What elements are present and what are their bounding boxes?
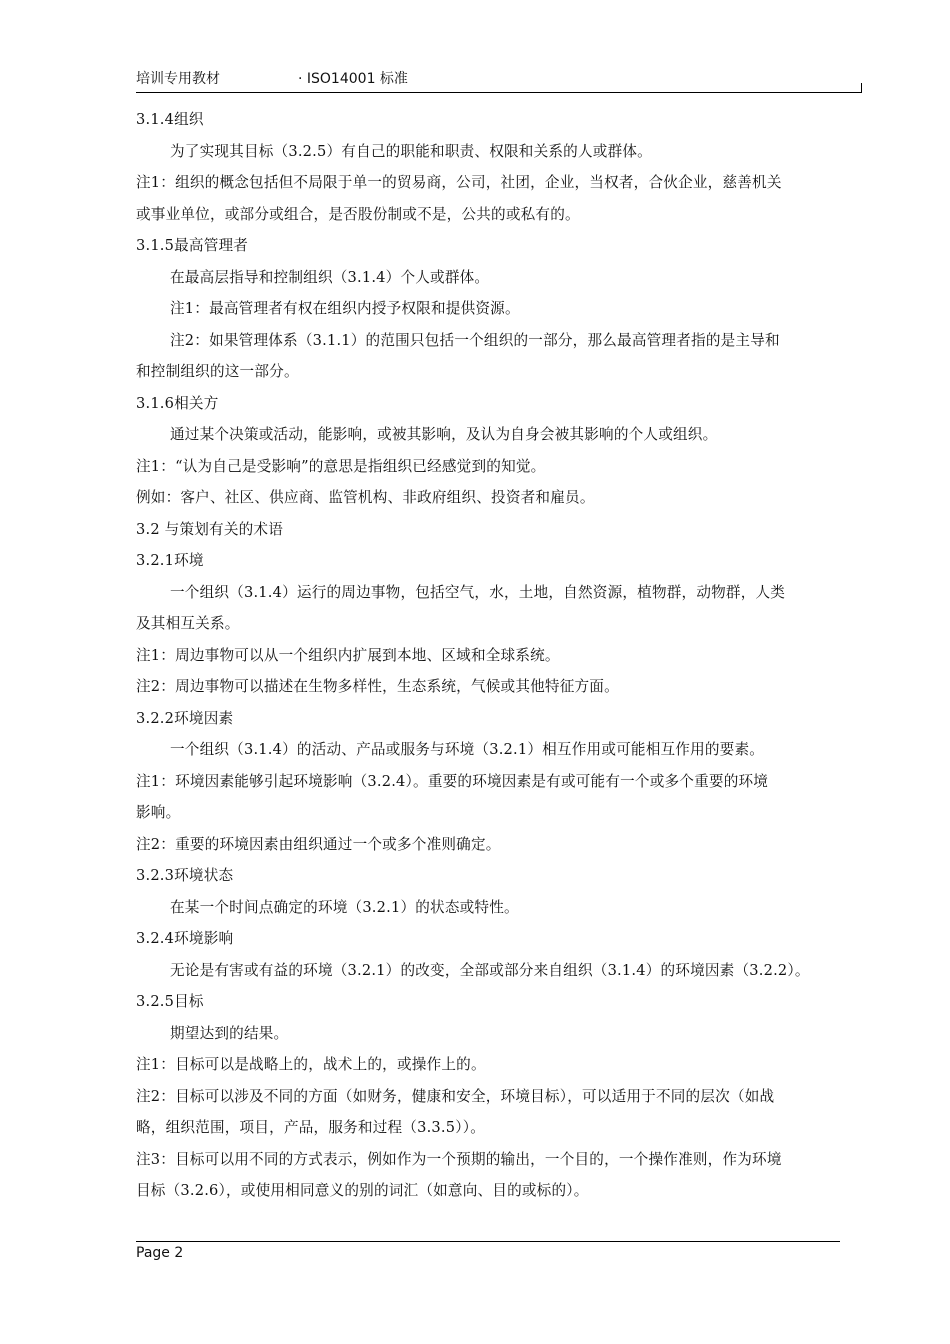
text-line: 3.2 与策划有关的术语: [136, 520, 283, 538]
text-line: 或事业单位，或部分或组合，是否股份制或不是，公共的或私有的。: [136, 205, 580, 223]
text-line: 在某一个时间点确定的环境（3.2.1）的状态或特性。: [170, 898, 519, 916]
header-standard: · ISO14001 标准: [298, 71, 408, 87]
text-line: 3.1.5最高管理者: [136, 237, 249, 254]
text-line: 3.1.6相关方: [136, 394, 219, 412]
text-line: 注2：目标可以涉及不同的方面（如财务，健康和安全，环境目标），可以适用于不同的层次（如战: [136, 1087, 775, 1105]
text-line: 注1：组织的概念包括但不局限于单一的贸易商，公司，社团，企业，当权者，合伙企业，慈善机关: [136, 174, 782, 191]
text-line: 注2：周边事物可以描述在生物多样性，生态系统，气候或其他特征方面。: [136, 678, 619, 695]
text-line: 为了实现其目标（3.2.5）有自己的职能和职责、权限和关系的人或群体。: [170, 142, 652, 160]
text-line: 3.2.1环境: [136, 552, 204, 569]
text-line: 目标（3.2.6），或使用相同意义的别的词汇（如意向、目的或标的）。: [136, 1182, 589, 1199]
page-footer: [136, 1241, 840, 1261]
text-line: 注2：如果管理体系（3.1.1）的范围只包括一个组织的一部分，那么最高管理者指的是主导和: [170, 331, 780, 349]
text-line: 无论是有害或有益的环境（3.2.1）的改变，全部或部分来自组织（3.1.4）的环境因素（3.2.2）。: [170, 961, 810, 979]
document-body: [136, 104, 860, 1207]
page-number: Page 2: [136, 1245, 184, 1261]
text-line: 注1：目标可以是战略上的，战术上的，或操作上的。: [136, 1056, 486, 1073]
text-line: 在最高层指导和控制组织（3.1.4）个人或群体。: [170, 268, 490, 286]
text-line: 注1：环境因素能够引起环境影响（3.2.4）。重要的环境因素是有或可能有一个或多个重要的环境: [136, 772, 769, 790]
text-line: 3.2.3环境状态: [136, 867, 234, 884]
page-header: [136, 62, 862, 93]
text-line: 和控制组织的这一部分。: [136, 363, 299, 380]
text-line: 3.2.5目标: [136, 993, 204, 1010]
text-line: 注1：周边事物可以从一个组织内扩展到本地、区域和全球系统。: [136, 646, 560, 664]
text-line: 及其相互关系。: [136, 615, 240, 632]
text-line: 注2：重要的环境因素由组织通过一个或多个准则确定。: [136, 835, 501, 853]
text-line: 一个组织（3.1.4）的活动、产品或服务与环境（3.2.1）相互作用或可能相互作用的要素。: [170, 741, 765, 758]
text-line: 略，组织范围，项目，产品，服务和过程（3.3.5））。: [136, 1119, 485, 1136]
text-line: 3.2.4环境影响: [136, 930, 234, 947]
text-line: 注3：目标可以用不同的方式表示，例如作为一个预期的输出，一个目的，一个操作准则，作为环境: [136, 1150, 782, 1168]
text-line: 3.2.2环境因素: [136, 709, 234, 727]
header-title: 培训专用教材: [136, 71, 220, 87]
text-line: 3.1.4组织: [136, 111, 204, 128]
text-line: 注1：“认为自己是受影响”的意思是指组织已经感觉到的知觉。: [136, 457, 546, 475]
text-line: 注1：最高管理者有权在组织内授予权限和提供资源。: [170, 300, 520, 317]
text-line: 例如：客户、社区、供应商、监管机构、非政府组织、投资者和雇员。: [136, 489, 595, 506]
text-line: 期望达到的结果。: [170, 1024, 289, 1042]
header-rule-end: [861, 83, 863, 93]
text-line: 一个组织（3.1.4）运行的周边事物，包括空气，水，土地，自然资源，植物群，动物群，人类: [170, 583, 786, 601]
text-line: 通过某个决策或活动，能影响，或被其影响，及认为自身会被其影响的个人或组织。: [170, 426, 718, 443]
text-line: 影响。: [136, 804, 181, 821]
